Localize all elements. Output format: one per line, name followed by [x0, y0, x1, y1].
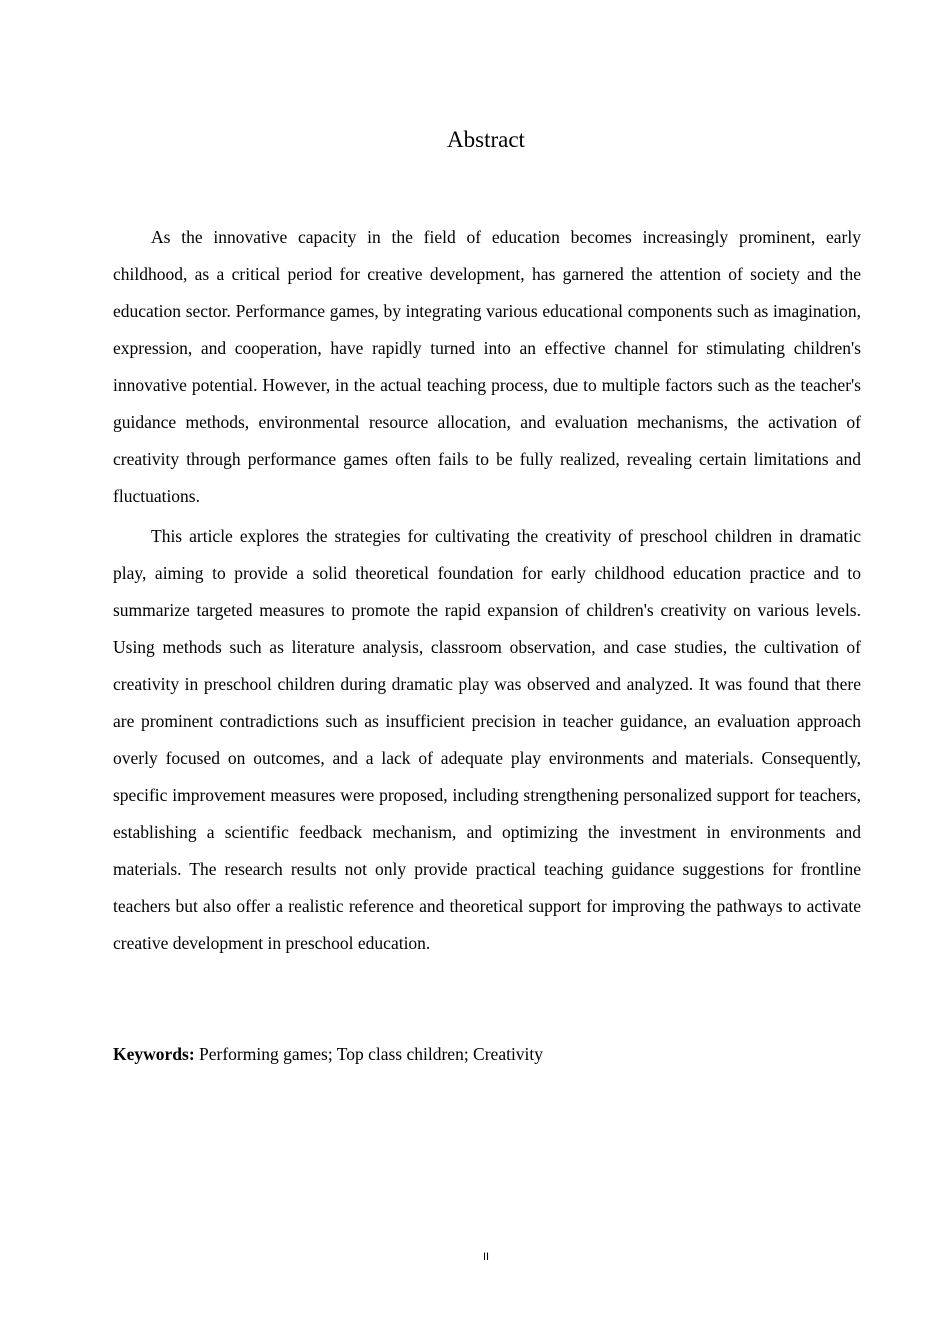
- abstract-paragraph-2: This article explores the strategies for cultivating the creativity of preschool children in dramatic play, aiming to provide a solid theoretical foundation for early childhood education practice and to summarize targeted measures to promote the rapid expansion of children's creativity on various levels. Using methods such as literature analysis, classroom observation, and case studies, the cultivation of creativity in preschool children during dramatic play was observed and analyzed. It was found that there are prominent contradictions such as insufficient precision in teacher guidance, an evaluation approach overly focused on outcomes, and a lack of adequate play environments and materials. Consequently, specific improvement measures were proposed, including strengthening personalized support for teachers, establishing a scientific feedback mechanism, and optimizing the investment in environments and materials. The research results not only provide practical teaching guidance suggestions for frontline teachers but also offer a realistic reference and theoretical support for improving the pathways to activate creative development in preschool education.: [113, 526, 861, 953]
- page-number: II: [482, 1251, 490, 1263]
- abstract-paragraph-1: As the innovative capacity in the field of education becomes increasingly prominent, early childhood, as a critical period for creative development, has garnered the attention of society and the education sector. Performance games, by integrating various educational components such as imagination, expression, and cooperation, have rapidly turned into an effective channel for stimulating children's innovative potential. However, in the actual teaching process, due to multiple factors such as the teacher's guidance methods, environmental resource allocation, and evaluation mechanisms, the activation of creativity through performance games often fails to be fully realized, revealing certain limitations and fluctuations.: [113, 227, 861, 506]
- keywords-label: Keywords:: [113, 1044, 195, 1064]
- keywords-line: [113, 1040, 861, 1068]
- page-title: Abstract: [447, 127, 525, 152]
- abstract-body: [113, 219, 861, 965]
- keywords-text: Performing games; Top class children; Creativity: [194, 1044, 544, 1064]
